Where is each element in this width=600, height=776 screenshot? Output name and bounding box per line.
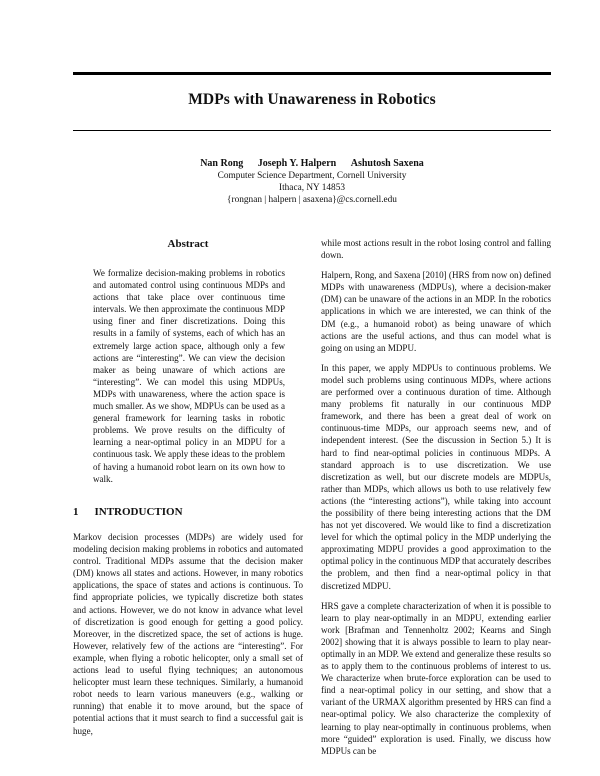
top-rule [73,72,551,75]
title-underline-rule [73,130,551,131]
paragraph: Halpern, Rong, and Saxena [2010] (HRS from now on) defined MDPs with unawareness (MDPUs), where a decision-maker (DM) can be unaware of the actions in an MDP. In the robotics applications in which we are interested, we can think of the DM (e.g., a humanoid robot) as being unaware of which actions are the useful actions, and thus can model what is going on using an MDPU. [321,270,551,353]
section-title: INTRODUCTION [94,506,183,518]
abstract-heading: Abstract [167,238,209,250]
paper-title: MDPs with Unawareness in Robotics [188,91,436,108]
author-name: Ashutosh Saxena [350,158,424,169]
affiliation: Computer Science Department, Cornell University [217,171,407,181]
abstract-body: We formalize decision-making problems in robotics and automated control using continuous MDPs and actions that take place over continuous time intervals. We then approximate the continuous MDP using finer and finer discretizations. Doing this results in a family of systems, each of which has an extremely large action space, although only a few actions are “interesting”. We can view the decision maker as being unaware of which actions are “interesting”. We can model this using MDPUs, MDPs with unawareness, where the action space is much smaller. As we show, MDPUs can be used as a general framework for learning tasks in robotic problems. We prove results on the difficulty of learning a near-optimal policy in an MDPU for a continuous task. We apply these ideas to the problem of having a humanoid robot learn on its own how to walk. [93,268,285,484]
email: {rongnan | halpern | asaxena}@cs.cornell.edu [227,195,397,205]
section-number: 1 [73,506,79,518]
paragraph: Markov decision processes (MDPs) are widely used for modeling decision making problems in robotics and automated control. Traditional MDPs assume that the decision maker (DM) knows all states and actions. However, in many robotics applications, the space of states and actions is continuous. To find appropriate policies, we typically discretize both states and actions. However, we do not know in advance what level of discretization is good enough for getting a good policy. Moreover, in the discretized space, the set of actions is huge. However, relatively few of the actions are “interesting”. For example, when flying a robotic helicopter, only a small set of actions lead to useful flying techniques; an autonomous helicopter must learn these techniques. Similarly, a humanoid robot needs to learn various maneuvers (e.g., walking or running) that enable it to move around, but the space of potential actions that it must search to find a successful gait is huge, [73,532,303,736]
location: Ithaca, NY 14853 [278,183,345,193]
intro-right-column [321,237,551,765]
section-heading [73,506,183,518]
paragraph: while most actions result in the robot losing control and falling down. [321,238,551,261]
intro-left-column [73,531,303,745]
author-name: Nan Rong [200,158,244,169]
paragraph: In this paper, we apply MDPUs to continuous problems. We model such problems using continuous MDPs, where actions are performed over a continuous duration of time. Although many problems fit naturally in our continuous MDP framework, and there has been a great deal of work on continuous-time MDPs, our approach seems new, and of independent interest. (See the discussion in Section 5.) It is hard to find near-optimal policies in continuous MDPs. A standard approach is to use discretization. We use discretization as well, but our discrete models are MDPUs, rather than MDPs, which allows us both to use relatively few actions (the “interesting actions”), while taking into account the possibility of there being interesting actions that the DM has not yet discovered. We would like to find a discretization level for which the optimal policy in the MDP underlying the approximating MDPU provides a good approximation to the optimal policy in the continuous MDP that accurately describes the problem, and then find a near-optimal policy in that discretized MDPU. [321,362,551,591]
author-name: Joseph Y. Halpern [257,158,337,169]
paragraph: HRS gave a complete characterization of when it is possible to learn to play near-optimally in an MDPU, extending earlier work [Brafman and Tennenholtz 2002; Kearns and Singh 2002] showing that it is always possible to learn to play near-optimally in an MDP. We extend and generalize these results so as to apply them to the continuous problems of interest to us. We characterize when brute-force exploration can be used to find a near-optimal policy in our setting, and show that a variant of the URMAX algorithm presented by HRS can find a near-optimal policy. We also characterize the complexity of learning to play near-optimally in continuous problems, when more “guided” exploration is used. Finally, we discuss how MDPUs can be [321,600,551,756]
author-list [73,158,551,169]
